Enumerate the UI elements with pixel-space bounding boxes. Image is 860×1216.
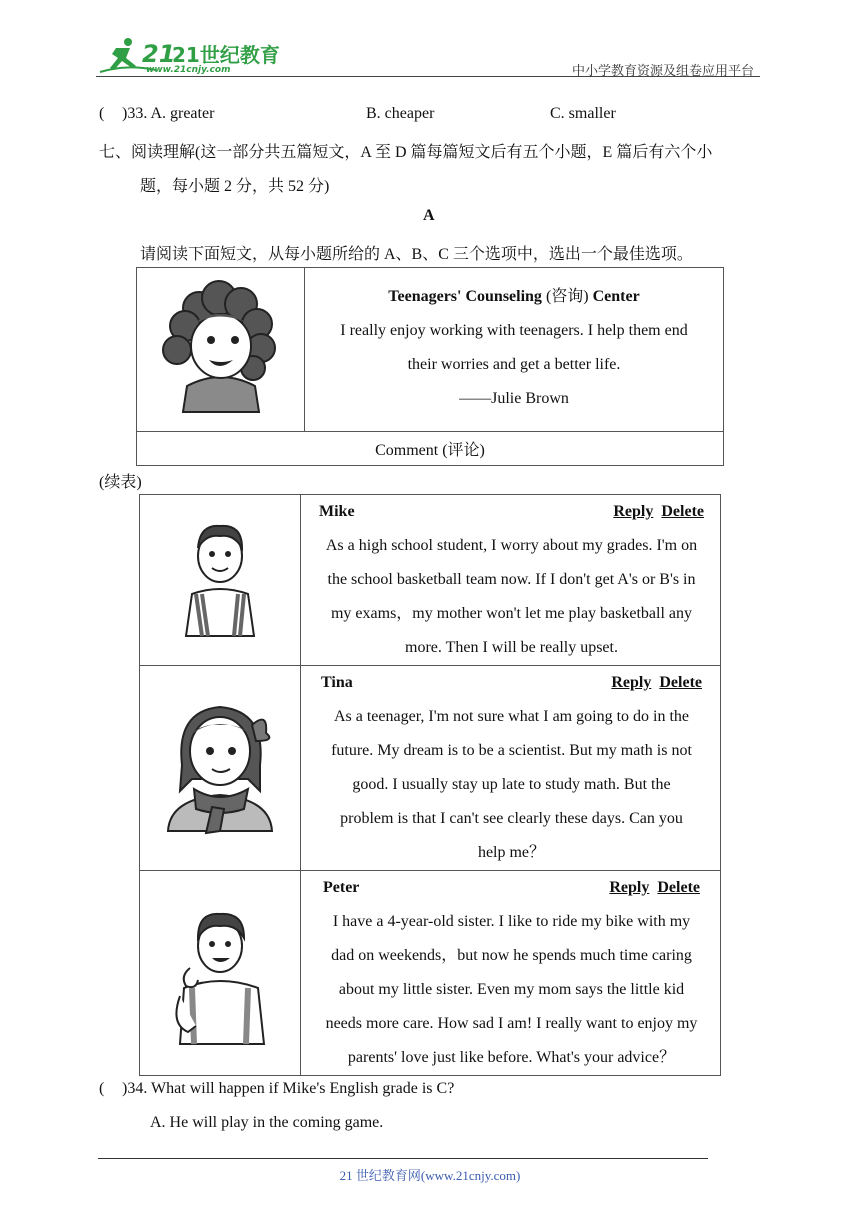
section-heading-line2: 题，每小题 2 分，共 52 分) (140, 178, 330, 195)
footer-text: 21 世纪教育网(www.21cnjy.com) (339, 1168, 521, 1183)
passage-label: A (423, 207, 435, 224)
comment-row (140, 666, 721, 871)
comment-line: parents' love just like before. What's your advice？ (347, 1049, 676, 1066)
tina-portrait-cell (140, 666, 301, 871)
comment-line: dad on weekends，but now he spends much time caring (331, 947, 692, 964)
reply-link[interactable]: Reply (613, 503, 654, 520)
girl-scarf-illustration (140, 671, 300, 861)
q34-paren: ( (99, 1080, 105, 1097)
comment-line: the school basketball team now. If I don't get A's or B's in (327, 571, 696, 588)
comment-header: Comment (评论) (137, 432, 724, 466)
comment-line: good. I usually stay up late to study math. But the (352, 776, 671, 793)
svg-text:21世纪教育: 21世纪教育 (172, 43, 280, 67)
comments-table (139, 494, 721, 1076)
comment-line: more. Then I will be really upset. (405, 639, 618, 656)
instruction: 请阅读下面短文，从每小题所给的 A、B、C 三个选项中，选出一个最佳选项。 (140, 246, 693, 263)
footer-divider (98, 1158, 708, 1159)
comment-line: problem is that I can't see clearly these days. Can you (340, 810, 683, 827)
section-heading-line1: 七、阅读理解(这一部分共五篇短文，A 至 D 篇每篇短文后有五个小题，E 篇后有六个小 (99, 144, 713, 161)
comment-line: As a high school student, I worry about my grades. I'm on (325, 537, 698, 554)
comment-line: I have a 4-year-old sister. I like to ride my bike with my (332, 913, 691, 930)
card-signature: ——Julie Brown (459, 390, 569, 407)
comment-line: help me？ (477, 844, 546, 861)
q33-option-c: C. smaller (550, 105, 616, 122)
header-right-text: 中小学教育资源及组卷应用平台 (572, 63, 755, 78)
comment-row (140, 495, 721, 666)
julie-portrait-cell (137, 268, 305, 432)
q34-question: )34. What will happen if Mike's English grade is C? (122, 1080, 455, 1097)
comment-line: needs more care. How sad I am! I really want to enjoy my (325, 1015, 698, 1032)
q34-option-a: A. He will play in the coming game. (150, 1114, 384, 1131)
comment-author: Peter (323, 879, 360, 896)
card-text-cell (305, 268, 724, 432)
card-line-2: their worries and get a better life. (407, 356, 621, 373)
girl-curly-hair-illustration (137, 268, 304, 426)
peter-portrait-cell (140, 871, 301, 1076)
logo-url: www.21cnjy.com (146, 65, 231, 75)
comment-line: future. My dream is to be a scientist. But my math is not (331, 742, 692, 759)
q33-paren: ( (99, 105, 105, 122)
q33-option-a: )33. A. greater (122, 105, 215, 122)
counseling-card (136, 267, 724, 466)
delete-link[interactable]: Delete (657, 879, 700, 896)
comment-line: about my little sister. Even my mom says the little kid (338, 981, 685, 998)
delete-link[interactable]: Delete (659, 674, 702, 691)
boy-backpack-illustration (140, 876, 300, 1066)
q33-option-b: B. cheaper (366, 105, 435, 122)
delete-link[interactable]: Delete (661, 503, 704, 520)
header-divider (96, 76, 760, 77)
comment-row (140, 871, 721, 1076)
comment-line: my exams，my mother won't let me play basketball any (330, 605, 693, 622)
card-title: Teenagers' Counseling (咨询) Center (388, 288, 640, 305)
comment-line: As a teenager, I'm not sure what I am going to do in the (333, 708, 690, 725)
card-line-1: I really enjoy working with teenagers. I help them end (340, 322, 688, 339)
svg-text:21: 21 (142, 40, 176, 68)
mike-portrait-cell (140, 495, 301, 666)
reply-link[interactable]: Reply (609, 879, 650, 896)
boy-striped-vest-illustration (140, 498, 300, 658)
comment-author: Tina (321, 674, 353, 691)
reply-link[interactable]: Reply (611, 674, 652, 691)
continued-label: (续表) (99, 474, 142, 491)
comment-author: Mike (319, 503, 355, 520)
